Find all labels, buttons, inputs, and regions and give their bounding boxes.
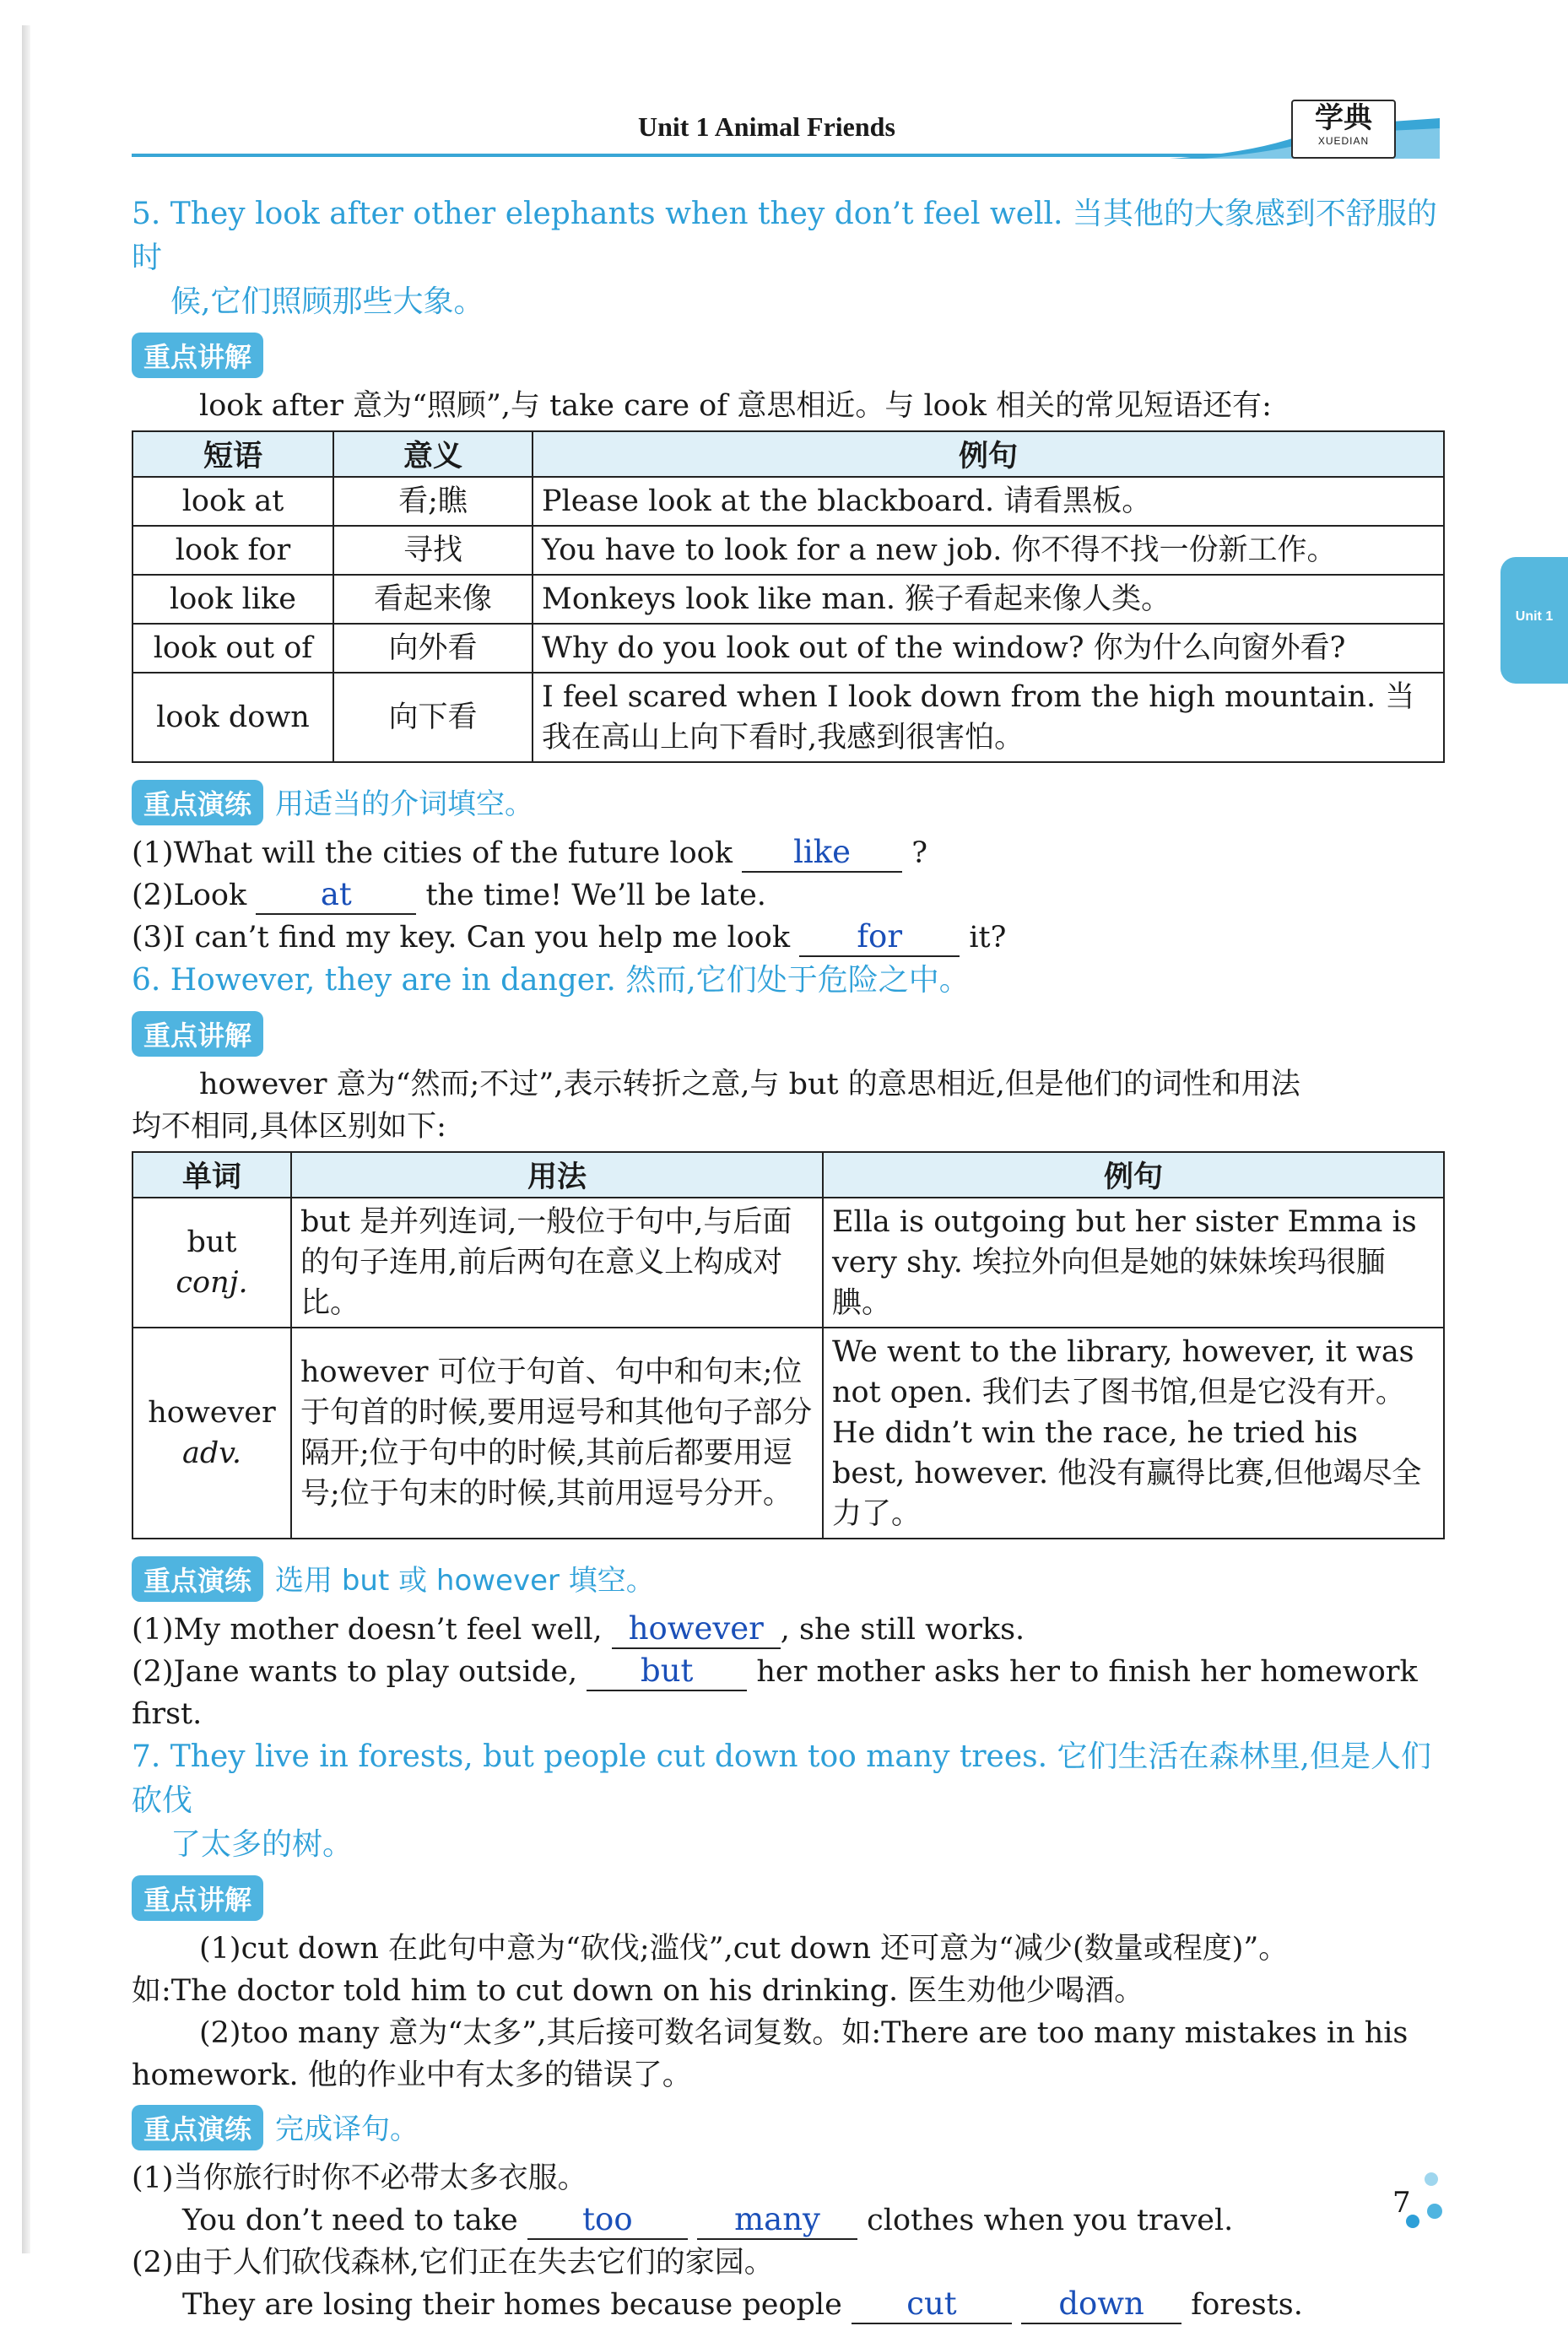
answer-blank[interactable]: for [799,918,960,957]
exercise-item: (1)My mother doesn’t feel well, however , she still works. [132,1609,1445,1651]
exercise-item: (3)I can’t find my key. Can you help me look for it? [132,917,1445,959]
table-row [132,1328,1444,1539]
look-phrases-table [132,430,1445,763]
example-cell: Ella is outgoing but her sister Emma is very shy. 埃拉外向但是她的妹妹埃玛很腼腆。 [823,1198,1444,1328]
practice-badge: 重点演练 [132,780,263,825]
practice-instruction: 选用 but 或 however 填空。 [275,1564,655,1598]
cut-down-example: 如:The doctor told him to cut down on his drinking. 医生劝他少喝酒。 [132,1974,1144,2008]
col-header-example: 例句 [533,431,1444,477]
too-many-example: homework. 他的作业中有太多的错误了。 [132,2058,692,2092]
table-row: look at 看;瞧 Please look at the blackboard. 请看黑板。 [132,477,1444,526]
col-header-example: 例句 [823,1152,1444,1198]
word-cell: but conj. [132,1198,291,1328]
practice-heading [132,771,1445,832]
unit-title: Unit 1 Animal Friends [638,111,895,142]
exercise-item: You don’t need to take too many clothes when you travel. [132,2199,1445,2242]
answer-blank[interactable]: down [1021,2285,1181,2324]
practice-instruction: 完成译句。 [275,2112,419,2146]
table-row [132,1198,1444,1328]
sentence-6: 6. However, they are in danger. 然而,它们处于危险之中。 [132,963,970,998]
look-after-intro: look after 意为“照顾”,与 take care of 意思相近。与 look 相关的常见短语还有: [199,389,1272,423]
table-header-row [132,431,1444,477]
table-row: look out of 向外看 Why do you look out of the window? 你为什么向窗外看? [132,624,1444,673]
too-many-explanation: (2)too many 意为“太多”,其后接可数名词复数。如:There are too many mistakes in his [199,2016,1408,2050]
practice-instruction: 用适当的介词填空。 [275,787,534,821]
page-header [132,101,1440,169]
answer-blank[interactable]: many [697,2201,857,2240]
answer-blank[interactable]: like [742,834,902,873]
however-intro-cont: 均不相同,具体区别如下: [132,1110,446,1144]
xuedian-logo: 学典 XUEDIAN [1291,100,1396,159]
answer-blank[interactable]: cut [852,2285,1012,2324]
page-edge-shadow [22,25,30,2253]
exercise-item: (2)Jane wants to play outside, but her mother asks her to finish her homework first. [132,1653,1418,1731]
table-row: look like 看起来像 Monkeys look like man. 猴子看起来像人类。 [132,575,1444,624]
practice-badge: 重点演练 [132,2105,263,2150]
page-number: 7 [1392,2186,1411,2220]
example-cell: We went to the library, however, it was not open. 我们去了图书馆,但是它没有开。He didn’t win the race, he tried his best, however. 他没有赢得比赛,但他竭尽全力了。 [823,1328,1444,1539]
key-point-badge: 重点讲解 [132,1875,263,1921]
key-point-badge: 重点讲解 [132,333,263,378]
answer-blank[interactable]: too [527,2201,688,2240]
table-row: look down 向下看 I feel scared when I look down from the high mountain. 当我在高山上向下看时,我感到很害怕。 [132,673,1444,762]
but-however-table [132,1151,1445,1539]
unit-side-tab[interactable] [1500,557,1568,684]
sentence-5: 5. They look after other elephants when they don’t feel well. 当其他的大象感到不舒服的时 候,它们照顾那些大象。 [132,197,1437,319]
table-row: look for 寻找 You have to look for a new job. 你不得不找一份新工作。 [132,526,1444,575]
exercise-prompt: (1)当你旅行时你不必带太多衣服。 [132,2161,587,2195]
col-header-usage: 用法 [291,1152,823,1198]
answer-blank[interactable]: however [612,1610,781,1649]
word-cell: however adv. [132,1328,291,1539]
side-tab-label: Unit 1 [1515,609,1554,624]
col-header-meaning: 意义 [333,431,533,477]
usage-cell: however 可位于句首、句中和句末;位于句首的时候,要用逗号和其他句子部分隔开;位于句中的时候,其前后都要用逗号;位于句末的时候,其前用逗号分开。 [291,1328,823,1539]
exercise-item: (1)What will the cities of the future look like ? [132,832,1445,874]
table-header-row [132,1152,1444,1198]
sentence-7: 7. They live in forests, but people cut down too many trees. 它们生活在森林里,但是人们砍伐 了太多的树。 [132,1739,1431,1862]
main-content [132,192,1445,2326]
practice-heading [132,1548,1445,1609]
answer-blank[interactable]: at [256,876,416,915]
practice-badge: 重点演练 [132,1556,263,1602]
exercise-prompt: (2)由于人们砍伐森林,它们正在失去它们的家园。 [132,2246,774,2280]
answer-blank[interactable]: but [587,1653,747,1691]
however-intro: however 意为“然而;不过”,表示转折之意,与 but 的意思相近,但是他们的词性和用法 [199,1068,1300,1101]
exercise-item: (2)Look at the time! We’ll be late. [132,874,1445,917]
col-header-phrase: 短语 [132,431,333,477]
practice-heading [132,2096,1445,2157]
header-rule [132,154,1220,157]
col-header-word: 单词 [132,1152,291,1198]
usage-cell: but 是并列连词,一般位于句中,与后面的句子连用,前后两句在意义上构成对比。 [291,1198,823,1328]
key-point-badge: 重点讲解 [132,1011,263,1057]
cut-down-explanation: (1)cut down 在此句中意为“砍伐;滥伐”,cut down 还可意为“减少(数量或程度)”。 [199,1932,1289,1966]
exercise-item: They are losing their homes because people cut down forests. [132,2284,1445,2326]
